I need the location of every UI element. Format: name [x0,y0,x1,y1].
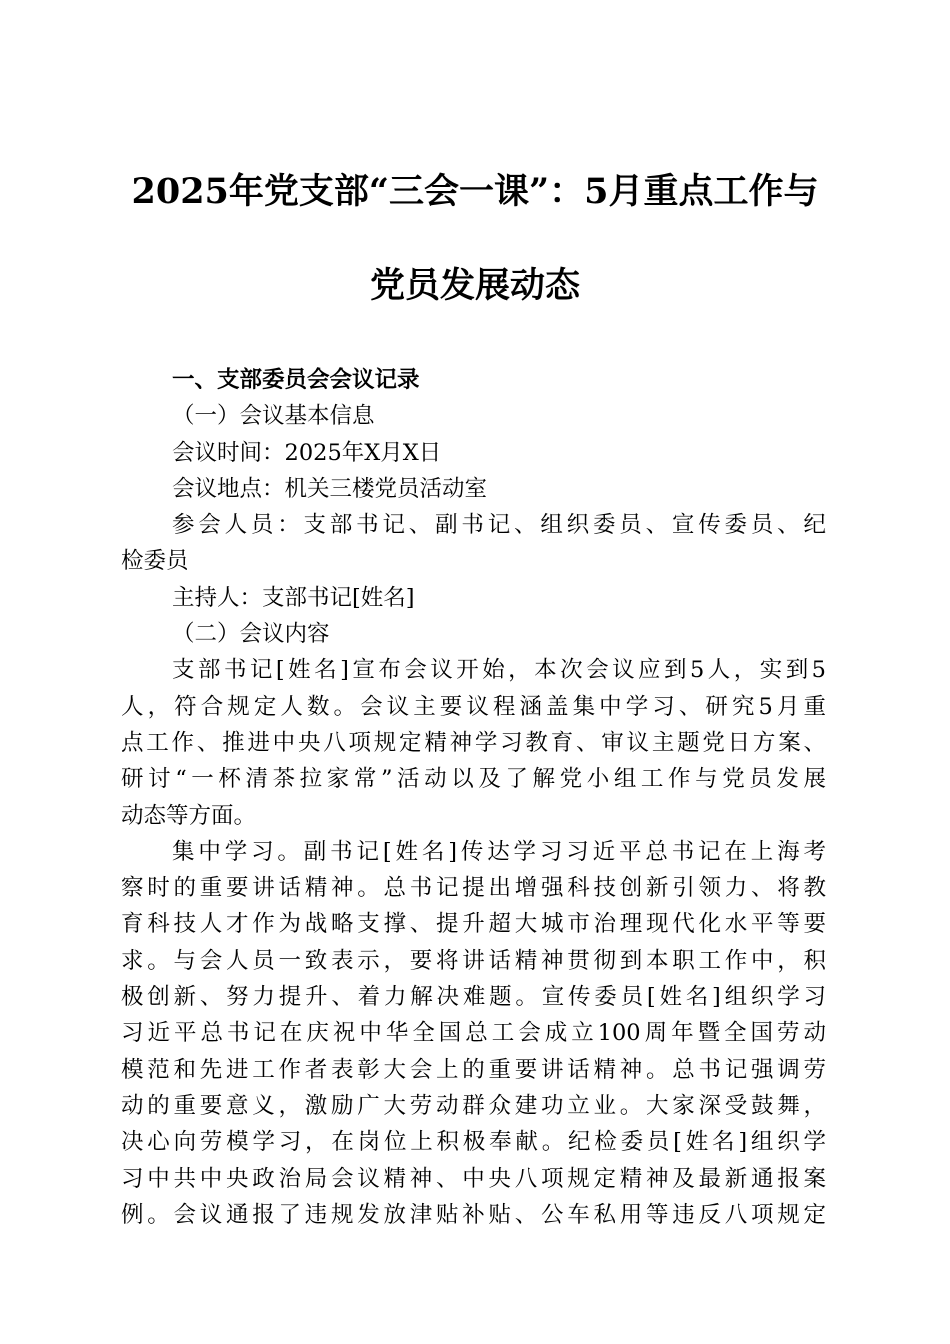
subsection-heading: （一）会议基本信息 [172,403,375,430]
host: 主持人：支部书记[姓名] [172,584,415,611]
document-body [121,362,826,1233]
paragraph-line: 动的重要意义，激励广大劳动群众建功立业。大家深受鼓舞， [121,1092,826,1119]
subsection-heading: （二）会议内容 [172,621,330,648]
paragraph-line: 育科技人才作为战略支撑、提升超大城市治理现代化水平等要 [121,911,826,938]
paragraph-line: 例。会议通报了违规发放津贴补贴、公车私用等违反八项规定 [121,1201,826,1228]
paragraph-line: 支部书记[姓名]宣布会议开始，本次会议应到5人，实到5 [172,657,826,684]
paragraph-line: 极创新、努力提升、着力解决难题。宣传委员[姓名]组织学习 [121,984,826,1011]
paragraph-line: 求。与会人员一致表示，要将讲话精神贯彻到本职工作中，积 [121,947,826,974]
paragraph-line: 人，符合规定人数。会议主要议程涵盖集中学习、研究5月重 [121,693,826,720]
meeting-time: 会议时间：2025年X月X日 [172,439,442,466]
paragraph-line: 决心向劳模学习，在岗位上积极奉献。纪检委员[姓名]组织学 [121,1129,826,1156]
meeting-location: 会议地点：机关三楼党员活动室 [172,475,488,502]
attendees-line-1: 参会人员：支部书记、副书记、组织委员、宣传委员、纪 [172,512,826,539]
paragraph-line: 模范和先进工作者表彰大会上的重要讲话精神。总书记强调劳 [121,1056,826,1083]
paragraph-line: 集中学习。副书记[姓名]传达学习习近平总书记在上海考 [172,838,826,865]
paragraph-line: 察时的重要讲话精神。总书记提出增强科技创新引领力、将教 [121,875,826,902]
paragraph-line: 习近平总书记在庆祝中华全国总工会成立100周年暨全国劳动 [121,1020,826,1047]
paragraph-line: 研讨“一杯清茶拉家常”活动以及了解党小组工作与党员发展 [121,766,826,793]
paragraph-line: 动态等方面。 [121,802,257,829]
paragraph-line: 习中共中央政治局会议精神、中央八项规定精神及最新通报案 [121,1165,826,1192]
document-title-line-1: 2025年党支部“三会一课”：5月重点工作与 [131,171,819,212]
document-title-line-2: 党员发展动态 [369,265,580,306]
section-heading: 一、支部委员会会议记录 [172,367,420,393]
attendees-line-2: 检委员 [121,548,189,575]
paragraph-line: 点工作、推进中央八项规定精神学习教育、审议主题党日方案、 [121,729,826,756]
